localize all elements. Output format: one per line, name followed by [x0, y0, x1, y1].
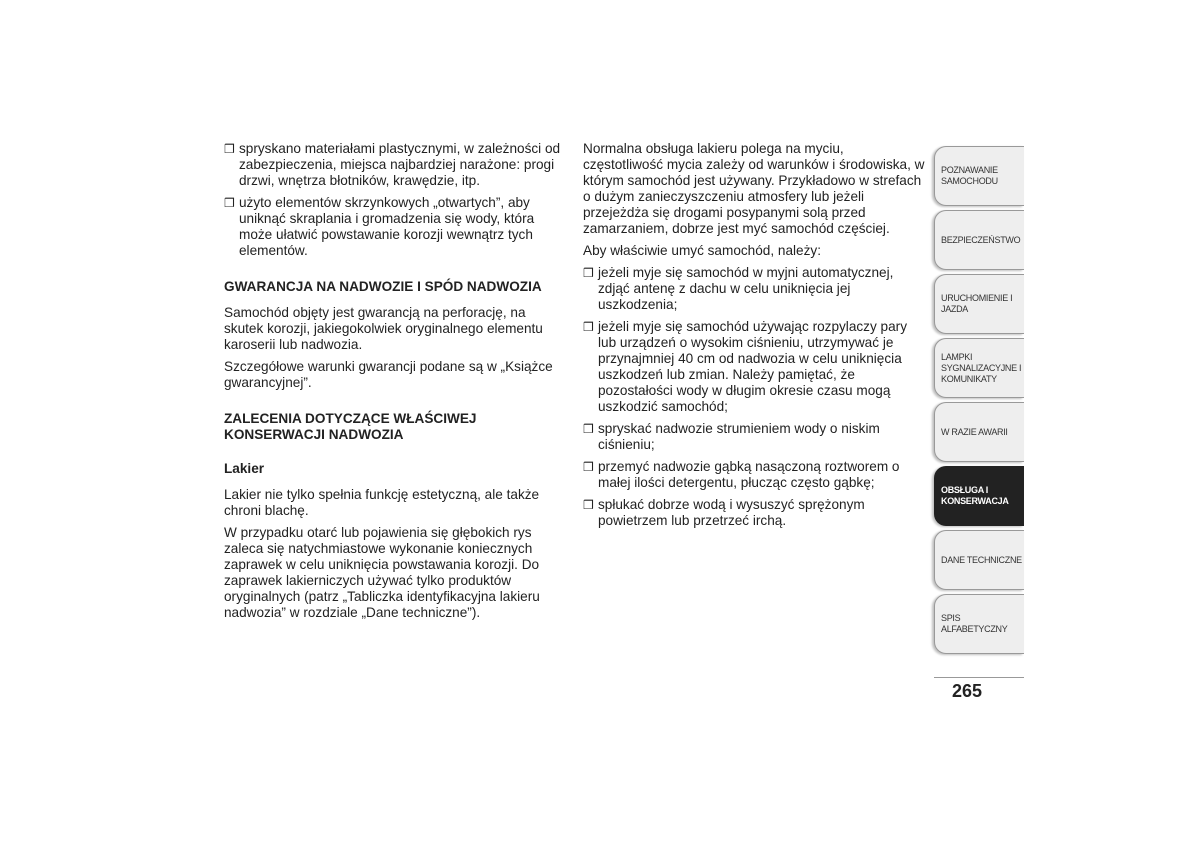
checkbox-bullet-icon: ❒: [224, 196, 235, 210]
tab-uruchomienie-i-jazda[interactable]: URUCHOMIENIE I JAZDA: [934, 274, 1024, 334]
checkbox-bullet-icon: ❒: [583, 266, 594, 280]
list-item: ❒ jeżeli myje się samochód używając rozpylaczy pary lub urządzeń o wysokim ciśnieniu, utrzymywać je przynajmniej 40 cm od nadwozia w celu uniknięcia uszkodzeń lub zmian. Należy pamiętać, że pozostałości wody w długim okresie czasu mogą uszkodzić samochód;: [583, 319, 907, 414]
paragraph: W przypadku otarć lub pojawienia się głębokich rys zaleca się natychmiastowe wykonanie koniecznych zaprawek w celu uniknięcia powstawania korozji. Do zaprawek lakierniczych używać tylko produktów oryginalnych (patrz „Tabliczka identyfikacyjna lakieru nadwozia” w rozdziale „Dane techniczne”).: [224, 525, 540, 620]
paragraph: Aby właściwie umyć samochód, należy:: [583, 243, 821, 258]
left-column: [224, 141, 566, 627]
subheading-paint: Lakier: [224, 461, 265, 476]
tab-obsluga-i-konserwacja[interactable]: OBSŁUGA I KONSERWACJA: [934, 466, 1024, 526]
list-item: ❒ spryskać nadwozie strumieniem wody o niskim ciśnieniu;: [583, 421, 880, 452]
tab-bezpieczenstwo[interactable]: BEZPIECZEŃSTWO: [934, 210, 1024, 270]
tab-lampki-sygnalizacyjne[interactable]: LAMPKI SYGNALIZACYJNE I KOMUNIKATY: [934, 338, 1024, 398]
heading-maintenance: ZALECENIA DOTYCZĄCE WŁAŚCIWEJ KONSERWACJI NADWOZIA: [224, 411, 477, 442]
list-item: ❒ spłukać dobrze wodą i wysuszyć sprężonym powietrzem lub przetrzeć irchą.: [583, 497, 865, 528]
checkbox-bullet-icon: ❒: [583, 422, 594, 436]
tab-poznawanie-samochodu[interactable]: POZNAWANIE SAMOCHODU: [934, 146, 1024, 206]
right-column: [583, 141, 925, 535]
paragraph: Normalna obsługa lakieru polega na myciu, częstotliwość mycia zależy od warunków i środowiska, w którym samochód jest używany. Przykładowo w strefach o dużym zanieczyszczeniu atmosfery lub jeżeli przejeżdża się drogami posypanymi solą przed zamarzaniem, dobrze jest myć samochód częściej.: [583, 141, 925, 236]
tab-w-razie-awarii[interactable]: W RAZIE AWARII: [934, 402, 1024, 462]
checkbox-bullet-icon: ❒: [583, 498, 594, 512]
list-item: ❒ jeżeli myje się samochód w myjni automatycznej, zdjąć antenę z dachu w celu uniknięcia jej uszkodzenia;: [583, 265, 894, 312]
list-item: ❒ użyto elementów skrzynkowych „otwartych”, aby uniknąć skraplania i gromadzenia się wody, która może ułatwić powstawanie korozji wewnątrz tych elementów.: [224, 195, 535, 258]
tab-spis-alfabetyczny[interactable]: SPIS ALFABETYCZNY: [934, 594, 1024, 654]
list-item: ❒ przemyć nadwozie gąbką nasączoną roztworem o małej ilości detergentu, płucząc często gąbkę;: [583, 459, 900, 490]
checkbox-bullet-icon: ❒: [583, 460, 594, 474]
heading-warranty: GWARANCJA NA NADWOZIE I SPÓD NADWOZIA: [224, 279, 542, 294]
checkbox-bullet-icon: ❒: [583, 320, 594, 334]
paragraph: Samochód objęty jest gwarancją na perforację, na skutek korozji, jakiegokolwiek oryginalnego elementu karoserii lub nadwozia.: [224, 305, 543, 352]
page-number-divider: [934, 677, 1024, 678]
page-number: 265: [952, 681, 983, 701]
tab-dane-techniczne[interactable]: DANE TECHNICZNE: [934, 530, 1024, 590]
paragraph: Szczegółowe warunki gwarancji podane są w „Książce gwarancyjnej”.: [224, 359, 553, 390]
chapter-tabs: [934, 146, 1024, 658]
list-item: ❒ spryskano materiałami plastycznymi, w zależności od zabezpieczenia, miejsca najbardziej narażone: progi drzwi, wnętrza błotników, krawędzie, itp.: [224, 141, 561, 188]
paragraph: Lakier nie tylko spełnia funkcję estetyczną, ale także chroni blachę.: [224, 487, 540, 518]
checkbox-bullet-icon: ❒: [224, 142, 235, 156]
